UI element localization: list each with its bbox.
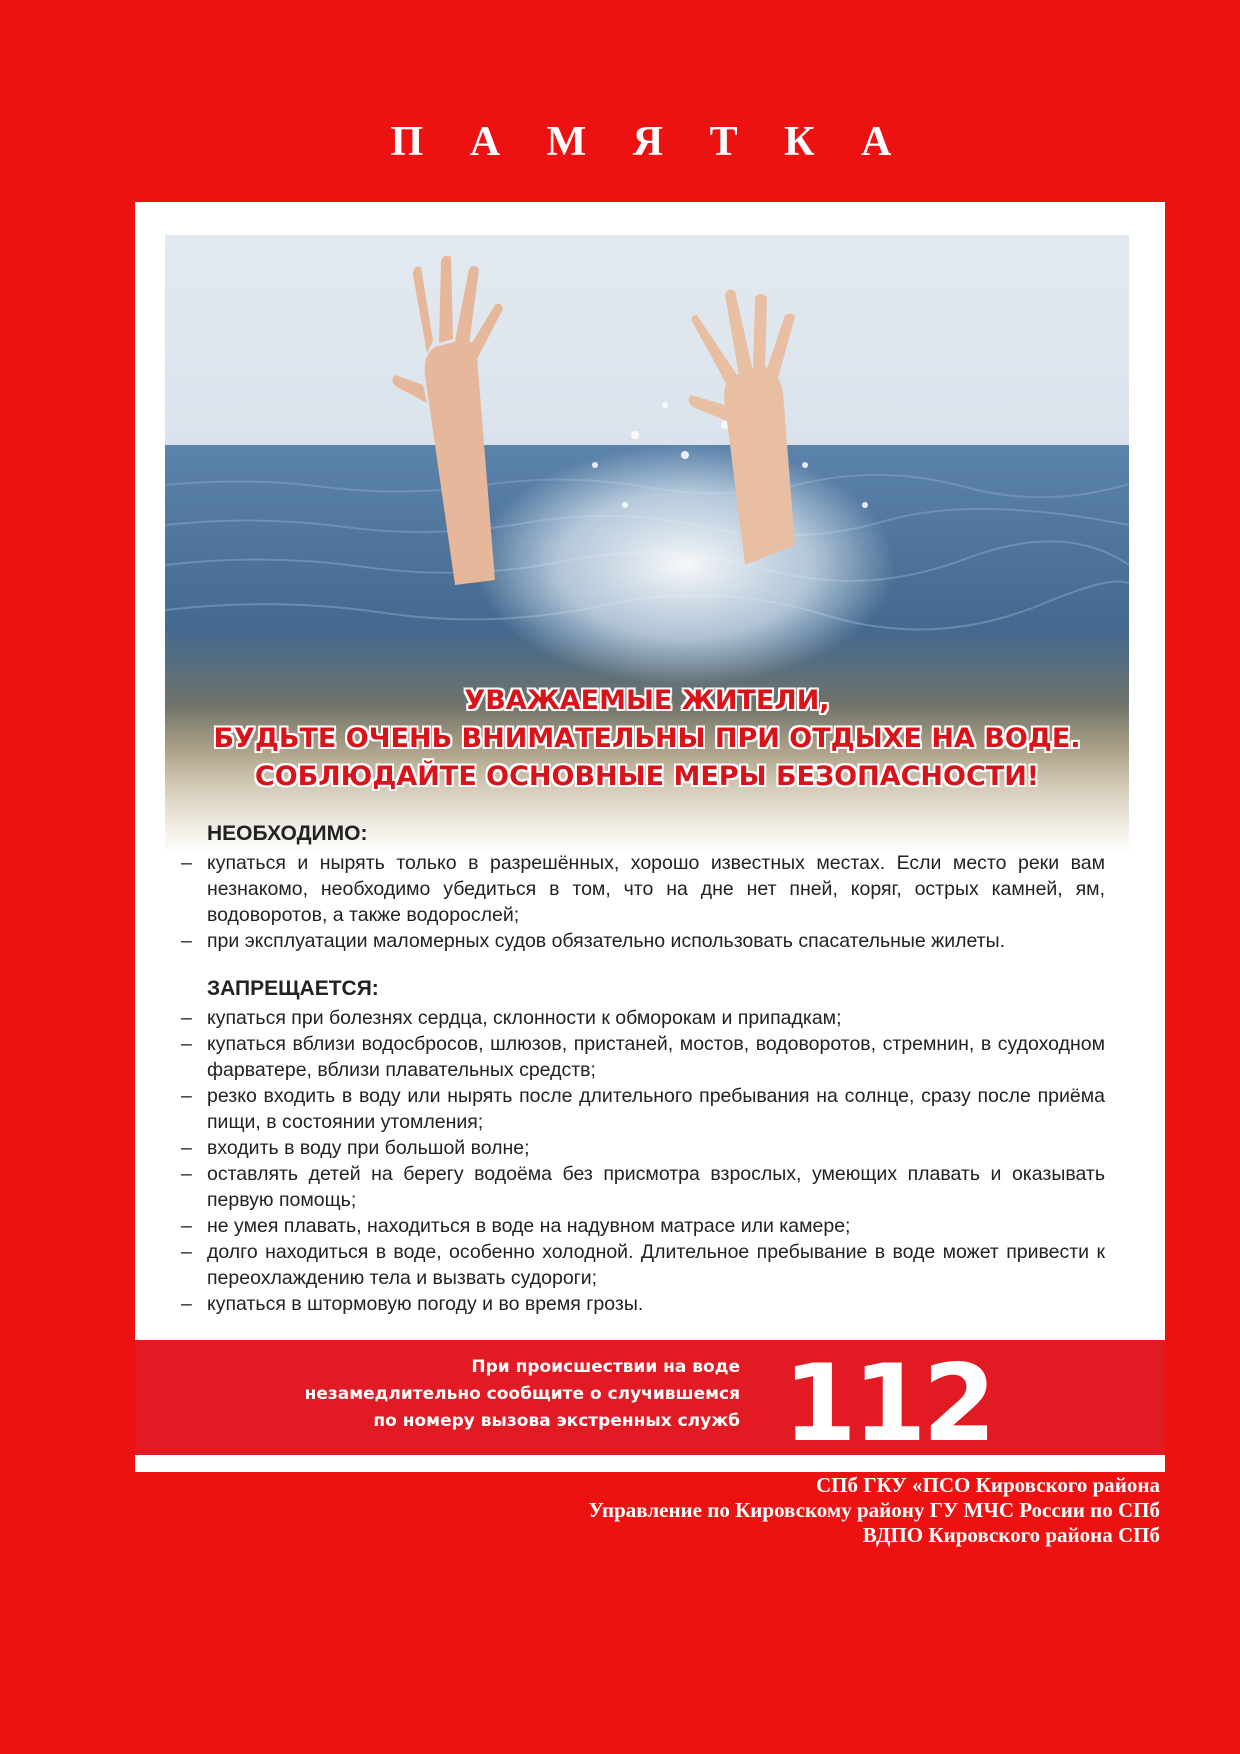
list-item — [175, 1213, 1105, 1239]
footer-line: Управление по Кировскому району ГУ МЧС России по СПб — [588, 1498, 1160, 1522]
dash: – — [181, 1293, 192, 1315]
list-item — [175, 1083, 1105, 1135]
required-title: НЕОБХОДИМО: — [207, 822, 368, 845]
dash: – — [181, 1215, 192, 1237]
emergency-text-line: При происшествии на воде — [471, 1357, 740, 1377]
required-section — [175, 822, 1105, 954]
dash: – — [181, 1007, 192, 1029]
footer-line: ВДПО Кировского района СПб — [862, 1523, 1160, 1547]
headline-line: УВАЖАЕМЫЕ ЖИТЕЛИ, — [464, 685, 830, 716]
list-item-text: долго находиться в воде, особенно холодной. Длительное пребывание в воде может привести к переохлаждению тела и вызвать судороги; — [207, 1241, 1105, 1289]
list-item-text: купаться вблизи водосбросов, шлюзов, пристаней, мостов, водоворотов, стремнин, в судоходном фарватере, вблизи плавательных средств; — [207, 1033, 1105, 1081]
dash: – — [181, 1241, 192, 1263]
list-item — [175, 850, 1105, 928]
emergency-text — [215, 1354, 740, 1435]
emergency-number: 112 — [783, 1342, 993, 1465]
list-item — [175, 928, 1105, 954]
dash: – — [181, 930, 192, 952]
page-title: П А М Я Т К А — [390, 119, 910, 165]
headline-line: БУДЬТЕ ОЧЕНЬ ВНИМАТЕЛЬНЫ ПРИ ОТДЫХЕ НА ВОДЕ. — [213, 723, 1081, 754]
list-item — [175, 1291, 1105, 1317]
emergency-text-line: незамедлительно сообщите о случившемся — [304, 1384, 740, 1404]
dash: – — [181, 1033, 192, 1055]
forbidden-title: ЗАПРЕЩАЕТСЯ: — [207, 977, 379, 1000]
list-item — [175, 1135, 1105, 1161]
footer-line: СПб ГКУ «ПСО Кировского района — [815, 1473, 1160, 1497]
list-item-text: не умея плавать, находиться в воде на надувном матрасе или камере; — [207, 1215, 851, 1237]
list-item — [175, 1031, 1105, 1083]
list-item-text: купаться при болезнях сердца, склонности к обморокам и припадкам; — [207, 1007, 842, 1029]
footer — [300, 1473, 1160, 1548]
dash: – — [181, 1085, 192, 1107]
dash: – — [181, 852, 192, 874]
emergency-text-line: по номеру вызова экстренных служб — [373, 1411, 740, 1431]
dash: – — [181, 1163, 192, 1185]
headline-line: СОБЛЮДАЙТЕ ОСНОВНЫЕ МЕРЫ БЕЗОПАСНОСТИ! — [254, 761, 1040, 792]
list-item-text: входить в воду при большой волне; — [207, 1137, 530, 1159]
list-item — [175, 1239, 1105, 1291]
list-item — [175, 1161, 1105, 1213]
forbidden-section — [175, 977, 1105, 1317]
list-item-text: оставлять детей на берегу водоёма без присмотра взрослых, умеющих плавать и оказывать первую помощь; — [207, 1163, 1105, 1211]
list-item-text: резко входить в воду или нырять после длительного пребывания на солнце, сразу после приёма пищи, в состоянии утомления; — [207, 1085, 1105, 1133]
safety-poster — [135, 202, 1165, 1472]
list-item-text: при эксплуатации маломерных судов обязательно использовать спасательные жилеты. — [207, 930, 1006, 952]
list-item — [175, 1005, 1105, 1031]
list-item-text: купаться и нырять только в разрешённых, хорошо известных местах. Если место реки вам незнакомо, необходимо убедиться в том, что на дне нет пней, коряг, острых камней, ям, водоворотов, а также водорослей; — [207, 852, 1105, 926]
dash: – — [181, 1137, 192, 1159]
emergency-band — [135, 1340, 1165, 1465]
headline — [165, 682, 1129, 796]
list-item-text: купаться в штормовую погоду и во время грозы. — [207, 1293, 644, 1315]
